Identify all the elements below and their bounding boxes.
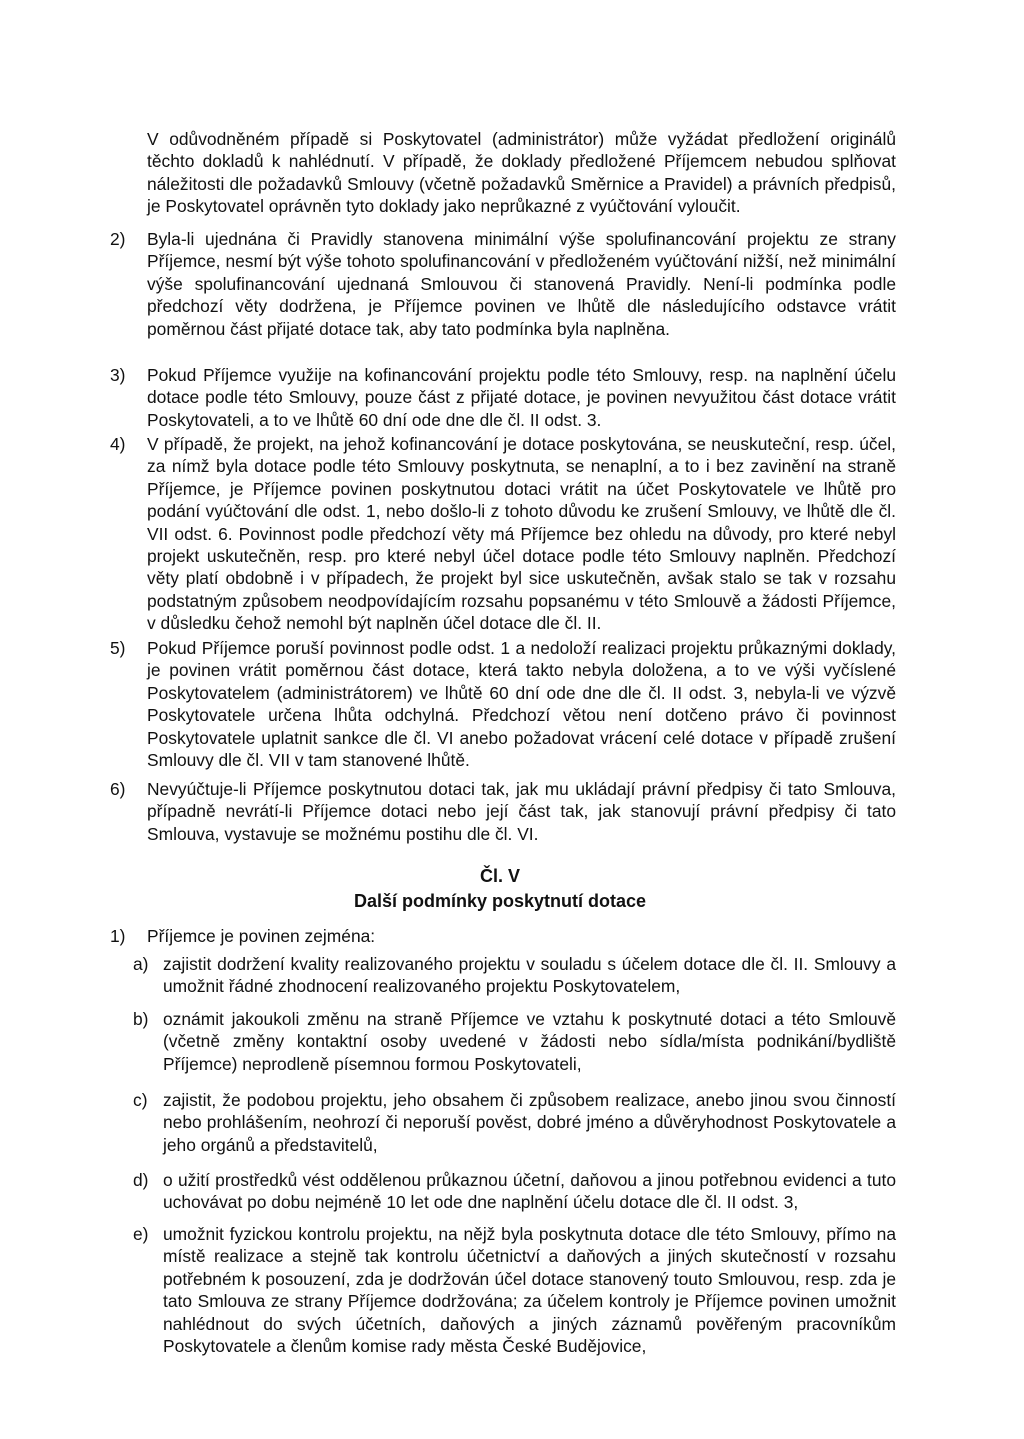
subitem-letter: a): [133, 954, 149, 974]
item-number: 6): [110, 779, 126, 799]
subitem-letter: c): [133, 1090, 148, 1110]
item-paragraph: Nevyúčtuje-li Příjemce poskytnutou dotaci tak, jak mu ukládají právní předpisy či tato Smlouva, případně nevrátí-li Příjemce dotaci nebo její část tak, jak stanovují právní předpisy či tato Smlouva, vystavuje se možnému postihu dle čl. VI.: [147, 779, 896, 844]
subitem-paragraph: oznámit jakoukoli změnu na straně Příjemce ve vztahu k poskytnuté dotaci a této Smlouvě (včetně změny kontaktní osoby uvedené v žádosti nebo sídla/místa podnikání/bydliště Příjemce) neprodleně písemnou formou Poskytovateli,: [163, 1009, 896, 1074]
item-paragraph: V případě, že projekt, na jehož kofinancování je dotace poskytována, se neuskuteční, resp. účel, za nímž byla dotace podle této Smlouvy poskytnuta, se nenaplní, a to i bez zavinění na straně Příjemce, je Příjemce povinen poskytnutou dotaci vrátit na účet Poskytovatele ve lhůtě pro podání vyúčtování dle odst. 1, nebo došlo-li z tohoto důvodu ke zrušení Smlouvy, ve lhůtě dle čl. VII odst. 6. Povinnost podle předchozí věty má Příjemce bez ohledu na důvody, pro které nebyl projekt uskutečněn, resp. pro které nebyl účel dotace podle této Smlouvy naplněn. Předchozí věty platí obdobně i v případech, že projekt byl sice uskutečněn, avšak stalo se tak v rozsahu podstatným způsobem neodpovídajícím rozsahu popsanému v této Smlouvě a žádosti Příjemce, v důsledku čehož nemohl být naplněn účel dotace dle čl. II.: [147, 434, 896, 634]
subitem-paragraph: umožnit fyzickou kontrolu projektu, na nějž byla poskytnuta dotace dle této Smlouvy, přímo na místě realizace a stejně tak kontrolu účetnictví a daňových a jiných skutečností v rozsahu potřebném k posouzení, zda je dodržován účel dotace stanovený touto Smlouvou, resp. zda je tato Smlouva ze strany Příjemce dodržována; za účelem kontroly je Příjemce povinen umožnit nahlédnout do svých účetních, daňových a jiných záznamů pověřeným pracovníkům Poskytovatele a členům komise rady města České Budějovice,: [163, 1224, 896, 1357]
item-paragraph: Byla-li ujednána či Pravidly stanovena minimální výše spolufinancování projektu ze strany Příjemce, nesmí být výše tohoto spolufinancování v předloženém vyúčtování nižší, než minimální výše spolufinancování ujednaná Smlouvou či stanovená Pravidly. Není-li podmínka podle předchozí věty dodržena, je Příjemce povinen ve lhůtě dle následujícího odstavce vrátit poměrnou část přijaté dotace tak, aby tato podmínka byla naplněna.: [147, 229, 896, 339]
subitem-letter: e): [133, 1224, 149, 1244]
subitem-paragraph: zajistit dodržení kvality realizovaného projektu v souladu s účelem dotace dle čl. II. Smlouvy a umožnit řádné zhodnocení realizovaného projektu Poskytovatelem,: [163, 954, 896, 997]
item-number: 3): [110, 365, 126, 385]
subitem-paragraph: o užití prostředků vést oddělenou průkaznou účetní, daňovou a jinou potřebnou evidenci a tuto uchovávat po dobu nejméně 10 let ode dne naplnění účelu dotace dle čl. II odst. 3,: [163, 1170, 896, 1213]
item-number: 4): [110, 434, 126, 454]
item-paragraph: Pokud Příjemce poruší povinnost podle odst. 1 a nedoloží realizaci projektu průkaznými doklady, je povinen vrátit poměrnou část dotace, která takto nebyla doložena, a to ve výši vyčíslené Poskytovatelem (administrátorem) ve lhůtě 60 dní ode dne dle čl. II odst. 3, nebyla-li ve výzvě Poskytovatele určena lhůta odchylná. Předchozí větou není dotčeno právo či povinnost Poskytovatele uplatnit sankce dle čl. VI anebo požadovat vrácení celé dotace v případě zrušení Smlouvy dle čl. VII v tam stanovené lhůtě.: [147, 638, 896, 771]
subitem-letter: d): [133, 1170, 149, 1190]
item-number: 5): [110, 638, 126, 658]
intro-paragraph: V odůvodněném případě si Poskytovatel (administrátor) může vyžádat předložení originálů těchto dokladů k nahlédnutí. V případě, že doklady předložené Příjemcem nebudou splňovat náležitosti dle požadavků Smlouvy (včetně požadavků Směrnice a Pravidel) a právních předpisů, je Poskytovatel oprávněn tyto doklady jako neprůkazné z vyúčtování vyloučit.: [147, 129, 896, 217]
item-number: 1): [110, 926, 126, 946]
item-paragraph: Pokud Příjemce využije na kofinancování projektu podle této Smlouvy, resp. na naplnění účelu dotace podle této Smlouvy, pouze část z přijaté dotace, je povinen nevyužitou část dotace vrátit Poskytovateli, a to ve lhůtě 60 dní ode dne dle čl. II odst. 3.: [147, 365, 896, 430]
item-number: 2): [110, 229, 126, 249]
subitem-paragraph: zajistit, že podobou projektu, jeho obsahem či způsobem realizace, anebo jinou svou činností nebo prohlášením, neohrozí či neporuší pověst, dobré jméno a důvěryhodnost Poskytovatele a jeho orgánů a představitelů,: [163, 1090, 896, 1155]
item-paragraph: Příjemce je povinen zejména:: [147, 926, 376, 946]
section-title: Další podmínky poskytnutí dotace: [353, 891, 647, 911]
section-number: Čl. V: [479, 866, 520, 886]
subitem-letter: b): [133, 1009, 149, 1029]
